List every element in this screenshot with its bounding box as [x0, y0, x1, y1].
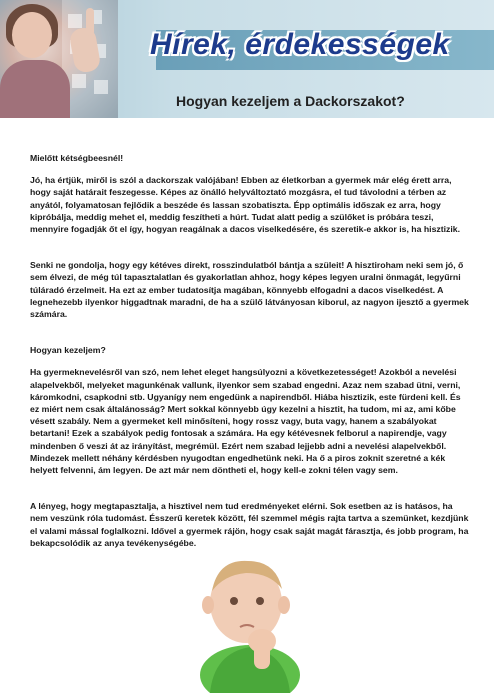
- heading-how: Hogyan kezeljem?: [30, 345, 106, 356]
- woman-figure: [0, 60, 70, 118]
- page-title: Hírek, érdekességek: [150, 28, 450, 61]
- heading-intro: Mielőtt kétségbeesnél!: [30, 153, 124, 163]
- paragraph-3: Ha gyermeknevelésről van szó, nem lehet eleget hangsúlyozni a következetességet! Azokból a nevelési alapelvekből, melyeket magunkénak vallunk, ilyenkor sem szabad engedni. Azaz nem szabad ütni, verni, káromkodni, csapkodni stb. Ugyanígy nem engedünk a napirendből. Hiába hisztizik, este fürdeni kell. És ez miért nem csak általánosság? Mert sokkal könnyebb úgy kezelni a hisztit, ha tudom, mi az, ami kőbe vésett szabály. Nem a gyermeket kell minősíteni, hogy rossz vagy, buta vagy, hanem a szabályokat betartani! Ezek a szabályok pedig fontosak a számára. Ha egy kétévesnek felborul a napirendje, vagy mindenben ő veszi át az irányítást, megrémül. Ezért nem szabad lejjebb adni a nevelési alapelvekből. Mindezek mellett néhány kérdésben nyugodtan engedhetünk neki. Ha ő a piros zoknit szeretné a kék helyett felvenni, ám legyen. De azt már nem döntheti el, hogy kell-e zokni télen vagy sem.: [30, 367, 461, 476]
- header-banner: [0, 0, 494, 118]
- thinking-child-image: [184, 543, 314, 693]
- article-subtitle: Hogyan kezeljem a Dackorszakot?: [176, 93, 405, 109]
- paragraph-4: A lényeg, hogy megtapasztalja, a hisztivel nem tud eredményeket elérni. Sok esetben az is hatásos, ha nem veszünk róla tudomást. Ésszerű keretek között, fél szemmel mégis rajta tartva a szemünket, kezdjünk el valami mással foglalkozni. Idővel a gyermek rájön, hogy csak saját magát fárasztja, és jobb program, ha bekapcsolódik az anya tevékenységébe.: [30, 501, 469, 548]
- header-photo: [0, 0, 118, 118]
- paragraph-2: Senki ne gondolja, hogy egy kétéves direkt, rosszindulatból bántja a szüleit! A hisztiroham neki sem jó, ő sem élvezi, de még túl tapasztalatlan és gyakorlatlan ahhoz, hogy képes legyen uralni önmagát, legyűrni túláradó érzelmeit. Ha ezt az ember tudatosítja magában, könnyebb elfogadni a dacos viselkedést. A legnehezebb ilyenkor higgadtnak maradni, de ha a szülő látványosan kiborul, az nagyon ijesztő a gyermek számára.: [30, 260, 469, 320]
- paragraph-1: Jó, ha értjük, miről is szól a dackorszak valójában! Ebben az életkorban a gyermek már elég érett arra, hogy saját határait feszegesse. Képes az önálló helyváltoztató mozgásra, el tud távolodni a térben az anyától, folyamatosan fejlődik a beszéde és lassan szobatiszta. Épp optimális időszak ez arra, hogy kipróbálja, meddig mehet el, meddig feszítheti a húrt. Tudat alatt pedig a szülőket is próbára teszi, mennyire fogadják őt el így, hogyan reagálnak a dacos viselkedésére, és szeretik-e akkor is, ha hisztizik.: [30, 175, 461, 235]
- woman-face: [12, 12, 52, 58]
- article-body: [30, 152, 470, 549]
